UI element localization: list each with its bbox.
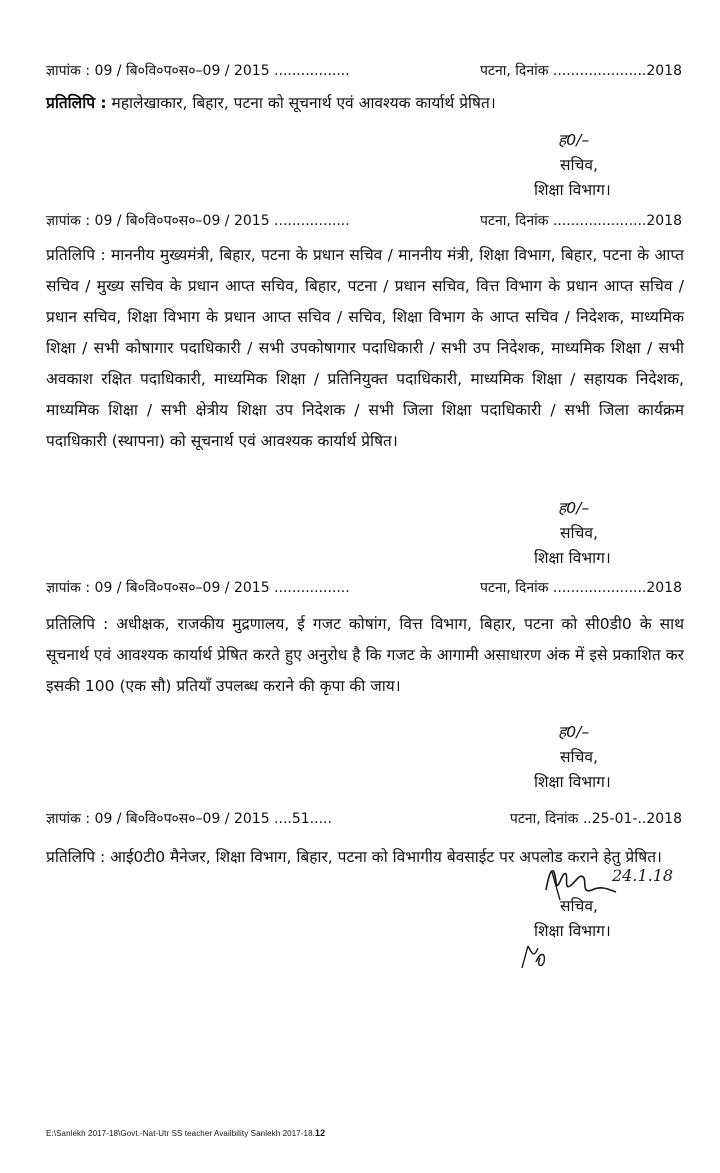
place-date: पटना, दिनांक .....................2018 [479, 580, 682, 596]
place-date: पटना, दिनांक ..25-01-..2018 [509, 811, 682, 827]
footer-path: E:\Sanlekh 2017-18\Govt.-Nat-Utr SS teacher Availbility Sanlekh 2017-18. [46, 1129, 315, 1138]
signature-block [534, 496, 654, 571]
memo-ref-line [46, 58, 682, 84]
designation: सचिव, [560, 897, 598, 915]
footer-page-number: 12 [314, 1128, 326, 1138]
memo-ref-line [46, 806, 682, 832]
copy-label: प्रतिलिपि : [46, 848, 106, 866]
memo-number: ज्ञापांक : 09 / बि०वि०प०स०–09 / 2015 ....51..... [46, 811, 332, 827]
file-path-footer [46, 1128, 325, 1138]
copy-text: महालेखाकार, बिहार, पटना को सूचनार्थ एवं आवश्यक कार्यार्थ प्रेषित। [111, 94, 496, 112]
place-date: पटना, दिनांक .....................2018 [479, 63, 682, 79]
designation: सचिव, [560, 524, 598, 542]
signature-date: 24.1.18 [612, 866, 674, 885]
copy-label: प्रतिलिपि : [46, 246, 106, 264]
copy-text: आई0टी0 मैनेजर, शिक्षा विभाग, बिहार, पटना को विभागीय बेवसाईट पर अपलोड कराने हेतु प्रेषित। [110, 848, 662, 866]
copy-text: माननीय मुख्यमंत्री, बिहार, पटना के प्रधान सचिव / माननीय मंत्री, शिक्षा विभाग, बिहार, पटना के आप्त सचिव / मुख्य सचिव के प्रधान आप्त सचिव, बिहार, पटना / प्रधान सचिव, वित्त विभाग के प्रधान आप्त सचिव / प्रधान सचिव, शिक्षा विभाग के प्रधान आप्त सचिव / सचिव, शिक्षा विभाग के आप्त सचिव / निदेशक, माध्यमिक शिक्षा / सभी कोषागार पदाधिकारी / सभी उपकोषागार पदाधिकारी / सभी उप निदेशक, माध्यमिक शिक्षा / सभी अवकाश रक्षित पदाधिकारी, माध्यमिक शिक्षा / प्रतिनियुक्त पदाधिकारी, माध्यमिक शिक्षा / सहायक निदेशक, माध्यमिक शिक्षा / सभी क्षेत्रीय शिक्षा उप निदेशक / सभी जिला शिक्षा पदाधिकारी / सभी जिला कार्यक्रम पदाधिकारी (स्थापना) को सूचनार्थ एवं आवश्यक कार्यार्थ प्रेषित। [46, 246, 684, 450]
signed-mark: ह0/– [558, 499, 590, 517]
copy-text: अधीक्षक, राजकीय मुद्रणालय, ई गजट कोषांग, वित्त विभाग, बिहार, पटना को सी0डी0 के साथ सूचनार्थ एवं आवश्यक कार्यार्थ प्रेषित करते हुए अनुरोध है कि गजट के आगामी असाधारण अंक में इसे प्रकाशित कर इसकी 100 (एक सौ) प्रतियाँ उपलब्ध कराने की कृपा की जाय। [46, 615, 684, 695]
signed-mark: ह0/– [558, 131, 590, 149]
department: शिक्षा विभाग। [534, 922, 611, 940]
designation: सचिव, [560, 156, 598, 174]
signed-mark: ह0/– [558, 723, 590, 741]
signature-block [534, 128, 654, 203]
copy-to-paragraph [46, 609, 684, 702]
department: शिक्षा विभाग। [534, 181, 611, 199]
copy-label: प्रतिलिपि : [46, 94, 107, 112]
memo-number: ज्ञापांक : 09 / बि०वि०प०स०–09 / 2015 ................. [46, 580, 350, 596]
department: शिक्षा विभाग। [534, 549, 611, 567]
copy-to-paragraph [46, 240, 684, 457]
department: शिक्षा विभाग। [534, 773, 611, 791]
copy-to-paragraph [46, 88, 684, 119]
memo-number: ज्ञापांक : 09 / बि०वि०प०स०–09 / 2015 ................. [46, 63, 350, 79]
designation: सचिव, [560, 748, 598, 766]
copy-label: प्रतिलिपि : [46, 615, 109, 633]
signature-block [534, 720, 654, 795]
initials-mark-icon [516, 938, 552, 974]
memo-ref-line [46, 575, 682, 601]
memo-number: ज्ञापांक : 09 / बि०वि०प०स०–09 / 2015 ................. [46, 213, 350, 229]
memo-ref-line [46, 208, 682, 234]
signature-block [534, 894, 654, 944]
place-date: पटना, दिनांक .....................2018 [479, 213, 682, 229]
